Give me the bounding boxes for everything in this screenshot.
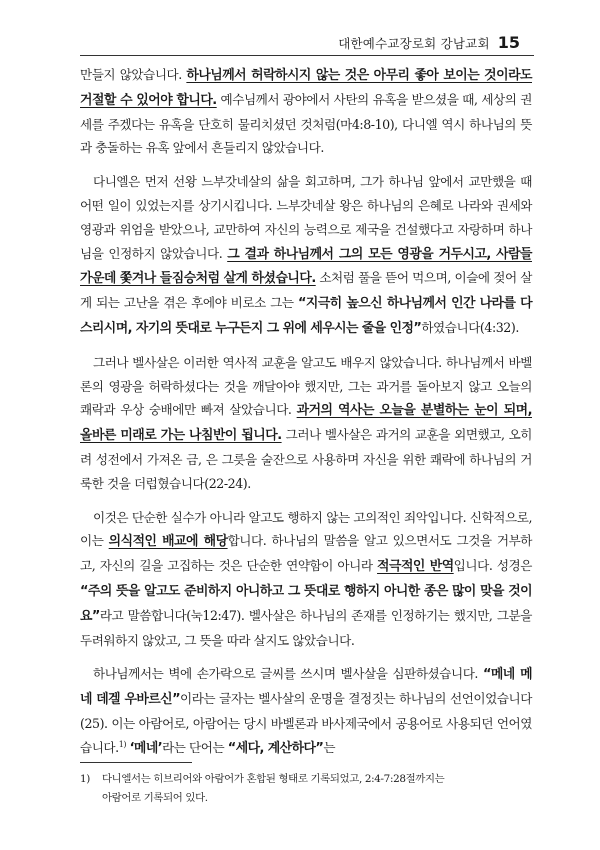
footnote <box>80 770 532 808</box>
bold-quote: “주의 뜻을 알고도 준비하지 아니하고 그 뜻대로 행하지 아니한 종은 많이 맞을 것이요” <box>80 583 532 624</box>
running-header <box>338 33 520 52</box>
footnote-line-2: 아람어로 기록되어 있다. <box>102 792 208 804</box>
header-divider <box>80 55 534 56</box>
text-run: 만들지 않았습니다. <box>80 67 187 82</box>
paragraph <box>80 63 532 160</box>
footnote-line-1: 다니엘서는 히브리어와 아람어가 혼합된 형태로 기록되었고, 2:4-7:28절까지는 <box>102 773 445 785</box>
text-run: 이라는 글자는 벨사살의 운명을 결정짓는 하나님의 선언이었습니다(25). 이는 아람어로, 아람어는 당시 바벨론과 바사제국에서 공용어로 사용되던 언어였습니다. <box>80 691 532 755</box>
text-run: 예수님께서 광야에서 사탄의 유혹을 받으셨을 때, 세상의 권세를 주겠다는 유혹을 단호히 물리치셨던 것처럼(마4:8-10), 다니엘 역시 하나님의 뜻과 충돌하는 유혹 앞에서 흔들리지 않았습니다. <box>80 91 533 156</box>
underlined-emphasis: 의식적인 배교에 해당 <box>108 534 228 550</box>
text-run: 합니다. 하나님의 말씀을 알고 있으면서도 그것을 거부하고, 자신의 길을 고집하는 것은 단순한 연약함이 아니라 <box>80 533 533 574</box>
bold-quote: ‘메네’ <box>129 740 163 756</box>
underlined-emphasis: 하나님께서 허락하시지 않는 것은 아무리 좋아 보이는 것이라도 거절할 수 있어야 합니다. <box>80 68 532 108</box>
footnote-reference: 1) <box>118 739 127 749</box>
text-run: 그러나 벨사살은 과거의 교훈을 외면했고, 오히려 성전에서 가져온 금, 은 그릇을 술잔으로 사용하며 자신을 위한 쾌락에 하나님의 거룩한 것을 더럽혔습니다(22-24). <box>80 427 532 491</box>
bold-quote: “메네 메네 데겔 우바르신” <box>80 667 532 708</box>
text-run: 하나님께서는 벽에 손가락으로 글씨를 쓰시며 벨사살을 심판하셨습니다. <box>93 666 483 682</box>
paragraph <box>80 506 532 653</box>
paragraph <box>80 351 532 496</box>
paragraph <box>80 662 532 760</box>
text-run: 하였습니다(4:32). <box>421 319 519 335</box>
page-number: 15 <box>497 33 520 52</box>
text-run: 라는 단어는 <box>162 739 228 755</box>
text-run: 다니엘은 먼저 선왕 느부갓네살의 삶을 회고하며, 그가 하나님 앞에서 교만했을 때 어떤 일이 있었는지를 상기시킵니다. 느부갓네살 왕은 하나님의 은혜로 나라와 권세와 영광과 위엄을 받았으나, 교만하여 자신의 능력으로 제국을 건설했다고 자랑하며 하나님을 인정하지 않았습니다. <box>80 174 532 261</box>
footnote-number: 1) <box>80 773 90 785</box>
underlined-emphasis: 그 결과 하나님께서 그의 모든 영광을 거두시고, 사람들 가운데 쫓겨나 들짐승처럼 살게 하셨습니다. <box>80 246 532 287</box>
text-run: 그러나 벨사살은 이러한 역사적 교훈을 알고도 배우지 않았습니다. 하나님께서 바벨론의 영광을 허락하셨다는 것을 깨달아야 했지만, 그는 과거를 돌아보지 않고 오늘의 쾌락과 우상 숭배에만 빠져 살았습니다. <box>80 354 532 418</box>
footnote-divider <box>80 762 192 763</box>
text-run: 라고 말씀합니다(눅12:47). 벨사살은 하나님의 존재를 인정하기는 했지만, 그분을 두려워하지 않았고, 그 뜻을 따라 살지도 않았습니다. <box>80 607 532 648</box>
underlined-emphasis: 적극적인 반역 <box>377 559 454 575</box>
text-run: 입니다. 성경은 <box>453 558 532 574</box>
text-run: 는 <box>323 739 336 755</box>
underlined-emphasis: 과거의 역사는 오늘을 분별하는 눈이 되며, 올바른 미래로 가는 나침반이 됩니다. <box>80 403 532 444</box>
header-church-name: 대한예수교장로회 강남교회 <box>338 36 490 51</box>
text-run: 이것은 단순한 실수가 아니라 알고도 행하지 않는 고의적인 죄악입니다. 신학적으로, 이는 <box>80 509 532 549</box>
bold-quote: “지극히 높으신 하나님께서 인간 나라를 다스리시며, 자기의 뜻대로 누구든지 그 위에 세우시는 줄을 인정” <box>80 296 533 336</box>
paragraph <box>80 170 532 341</box>
body-text <box>80 63 532 771</box>
bold-quote: “세다, 계산하다” <box>227 740 324 756</box>
text-run: 소처럼 풀을 뜯어 먹으며, 이슬에 젖어 살게 되는 고난을 겪은 후에야 비로소 그는 <box>80 270 532 311</box>
